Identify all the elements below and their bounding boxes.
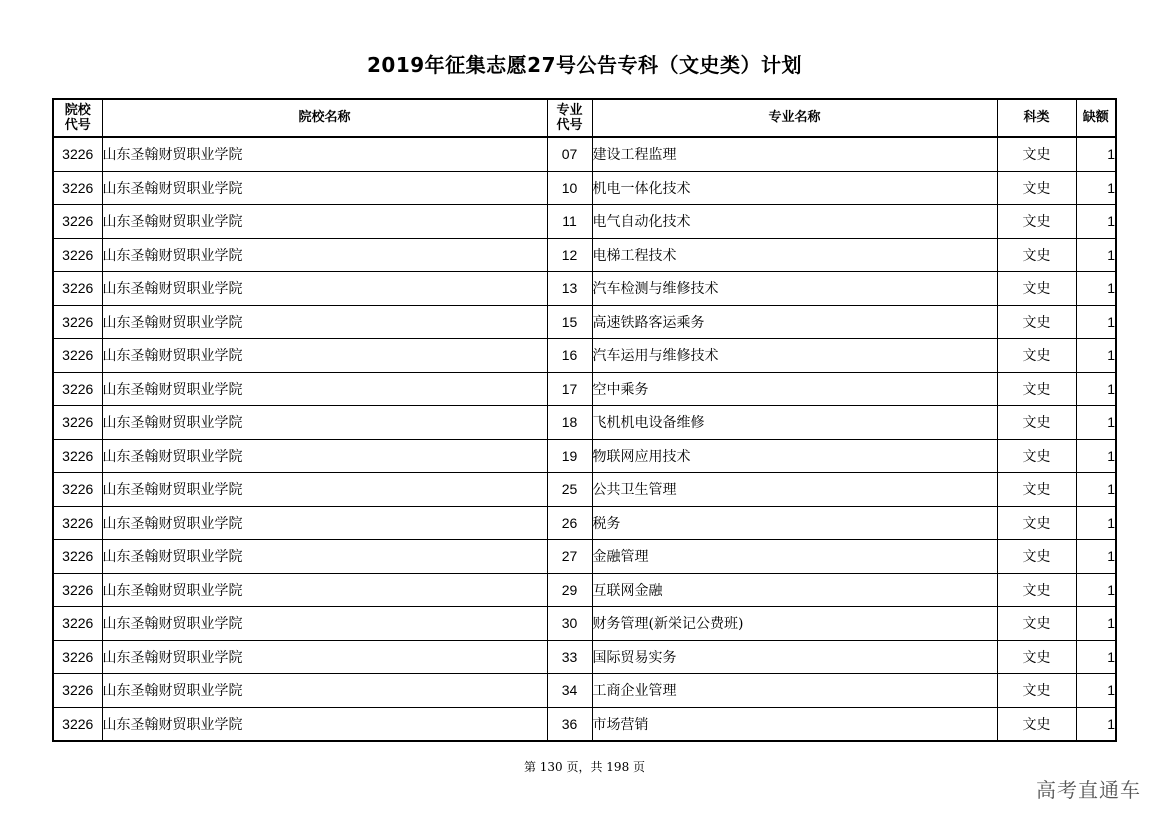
cell-major-name: 国际贸易实务 — [592, 640, 997, 674]
cell-school-code: 3226 — [53, 607, 102, 641]
cell-major-code: 25 — [547, 473, 592, 507]
cell-major-name: 电梯工程技术 — [592, 238, 997, 272]
cell-major-code: 36 — [547, 707, 592, 741]
table-header-row — [53, 99, 1116, 137]
cell-category: 文史 — [997, 607, 1076, 641]
cell-school-code: 3226 — [53, 171, 102, 205]
cell-major-name: 机电一体化技术 — [592, 171, 997, 205]
cell-vacancy: 1 — [1076, 640, 1116, 674]
cell-category: 文史 — [997, 137, 1076, 171]
cell-vacancy: 1 — [1076, 406, 1116, 440]
cell-major-name: 高速铁路客运乘务 — [592, 305, 997, 339]
enrollment-plan-table — [52, 98, 1117, 742]
cell-vacancy: 1 — [1076, 205, 1116, 239]
cell-major-code: 16 — [547, 339, 592, 373]
cell-school-name: 山东圣翰财贸职业学院 — [102, 238, 547, 272]
table-row — [53, 305, 1116, 339]
table-row — [53, 707, 1116, 741]
cell-vacancy: 1 — [1076, 238, 1116, 272]
cell-major-name: 税务 — [592, 506, 997, 540]
cell-school-code: 3226 — [53, 238, 102, 272]
cell-school-name: 山东圣翰财贸职业学院 — [102, 540, 547, 574]
page-title: 2019年征集志愿27号公告专科（文史类）计划 — [367, 53, 802, 77]
cell-school-name: 山东圣翰财贸职业学院 — [102, 339, 547, 373]
cell-school-name: 山东圣翰财贸职业学院 — [102, 171, 547, 205]
table-row — [53, 439, 1116, 473]
cell-vacancy: 1 — [1076, 473, 1116, 507]
table-row — [53, 272, 1116, 306]
table-row — [53, 506, 1116, 540]
cell-category: 文史 — [997, 171, 1076, 205]
cell-school-code: 3226 — [53, 540, 102, 574]
cell-major-name: 汽车检测与维修技术 — [592, 272, 997, 306]
cell-category: 文史 — [997, 406, 1076, 440]
cell-vacancy: 1 — [1076, 171, 1116, 205]
cell-category: 文史 — [997, 339, 1076, 373]
cell-major-name: 建设工程监理 — [592, 137, 997, 171]
cell-school-name: 山东圣翰财贸职业学院 — [102, 137, 547, 171]
table-row — [53, 540, 1116, 574]
cell-vacancy: 1 — [1076, 272, 1116, 306]
table-row — [53, 372, 1116, 406]
cell-school-code: 3226 — [53, 372, 102, 406]
cell-major-name: 公共卫生管理 — [592, 473, 997, 507]
cell-school-name: 山东圣翰财贸职业学院 — [102, 406, 547, 440]
header-school-code-line2: 代号 — [64, 118, 91, 133]
cell-category: 文史 — [997, 372, 1076, 406]
cell-vacancy: 1 — [1076, 372, 1116, 406]
cell-major-name: 市场营销 — [592, 707, 997, 741]
cell-school-code: 3226 — [53, 406, 102, 440]
cell-vacancy: 1 — [1076, 506, 1116, 540]
cell-major-code: 12 — [547, 238, 592, 272]
cell-vacancy: 1 — [1076, 305, 1116, 339]
cell-school-name: 山东圣翰财贸职业学院 — [102, 439, 547, 473]
cell-major-name: 汽车运用与维修技术 — [592, 339, 997, 373]
cell-major-name: 物联网应用技术 — [592, 439, 997, 473]
watermark-text: 高考直通车 — [1036, 778, 1141, 802]
cell-major-code: 17 — [547, 372, 592, 406]
table-row — [53, 573, 1116, 607]
cell-school-name: 山东圣翰财贸职业学院 — [102, 506, 547, 540]
cell-major-code: 15 — [547, 305, 592, 339]
cell-school-code: 3226 — [53, 573, 102, 607]
header-major-code — [547, 99, 592, 137]
header-major-code-line1: 专业 — [556, 103, 583, 118]
cell-major-code: 11 — [547, 205, 592, 239]
cell-category: 文史 — [997, 305, 1076, 339]
table-row — [53, 137, 1116, 171]
cell-vacancy: 1 — [1076, 607, 1116, 641]
table-row — [53, 205, 1116, 239]
cell-vacancy: 1 — [1076, 707, 1116, 741]
cell-vacancy: 1 — [1076, 137, 1116, 171]
cell-school-name: 山东圣翰财贸职业学院 — [102, 473, 547, 507]
cell-school-code: 3226 — [53, 305, 102, 339]
cell-category: 文史 — [997, 238, 1076, 272]
cell-school-code: 3226 — [53, 506, 102, 540]
cell-school-name: 山东圣翰财贸职业学院 — [102, 272, 547, 306]
header-major-name: 专业名称 — [592, 99, 997, 137]
cell-category: 文史 — [997, 473, 1076, 507]
table-body — [53, 137, 1116, 741]
cell-major-code: 30 — [547, 607, 592, 641]
header-category: 科类 — [997, 99, 1076, 137]
cell-school-code: 3226 — [53, 439, 102, 473]
cell-school-code: 3226 — [53, 339, 102, 373]
cell-category: 文史 — [997, 707, 1076, 741]
table-row — [53, 640, 1116, 674]
cell-category: 文史 — [997, 506, 1076, 540]
cell-category: 文史 — [997, 640, 1076, 674]
cell-category: 文史 — [997, 272, 1076, 306]
cell-vacancy: 1 — [1076, 540, 1116, 574]
cell-school-name: 山东圣翰财贸职业学院 — [102, 674, 547, 708]
cell-school-code: 3226 — [53, 205, 102, 239]
cell-school-code: 3226 — [53, 707, 102, 741]
table-row — [53, 238, 1116, 272]
header-school-code — [53, 99, 102, 137]
table-row — [53, 406, 1116, 440]
cell-major-name: 互联网金融 — [592, 573, 997, 607]
cell-major-code: 27 — [547, 540, 592, 574]
cell-major-name: 飞机机电设备维修 — [592, 406, 997, 440]
header-school-code-line1: 院校 — [64, 103, 91, 118]
cell-school-name: 山东圣翰财贸职业学院 — [102, 707, 547, 741]
header-major-code-line2: 代号 — [556, 118, 583, 133]
cell-major-name: 财务管理(新栄记公费班) — [592, 607, 997, 641]
cell-school-code: 3226 — [53, 137, 102, 171]
cell-school-name: 山东圣翰财贸职业学院 — [102, 640, 547, 674]
cell-school-name: 山东圣翰财贸职业学院 — [102, 205, 547, 239]
cell-major-name: 空中乘务 — [592, 372, 997, 406]
cell-major-name: 金融管理 — [592, 540, 997, 574]
cell-major-code: 29 — [547, 573, 592, 607]
cell-major-code: 13 — [547, 272, 592, 306]
cell-major-code: 07 — [547, 137, 592, 171]
cell-school-code: 3226 — [53, 473, 102, 507]
cell-category: 文史 — [997, 439, 1076, 473]
cell-vacancy: 1 — [1076, 439, 1116, 473]
table-row — [53, 674, 1116, 708]
cell-vacancy: 1 — [1076, 339, 1116, 373]
cell-vacancy: 1 — [1076, 674, 1116, 708]
cell-category: 文史 — [997, 540, 1076, 574]
cell-major-code: 26 — [547, 506, 592, 540]
cell-school-code: 3226 — [53, 272, 102, 306]
header-vacancy: 缺额 — [1076, 99, 1116, 137]
cell-major-code: 18 — [547, 406, 592, 440]
cell-category: 文史 — [997, 205, 1076, 239]
cell-major-code: 19 — [547, 439, 592, 473]
page-footer: 第 130 页，共 198 页 — [523, 760, 646, 774]
table-row — [53, 473, 1116, 507]
cell-major-code: 34 — [547, 674, 592, 708]
table-row — [53, 171, 1116, 205]
cell-major-code: 10 — [547, 171, 592, 205]
cell-major-name: 电气自动化技术 — [592, 205, 997, 239]
cell-vacancy: 1 — [1076, 573, 1116, 607]
cell-school-code: 3226 — [53, 640, 102, 674]
table-row — [53, 607, 1116, 641]
cell-category: 文史 — [997, 573, 1076, 607]
cell-major-code: 33 — [547, 640, 592, 674]
cell-school-name: 山东圣翰财贸职业学院 — [102, 305, 547, 339]
cell-major-name: 工商企业管理 — [592, 674, 997, 708]
cell-school-name: 山东圣翰财贸职业学院 — [102, 607, 547, 641]
header-school-name: 院校名称 — [102, 99, 547, 137]
cell-school-name: 山东圣翰财贸职业学院 — [102, 372, 547, 406]
cell-category: 文史 — [997, 674, 1076, 708]
table-row — [53, 339, 1116, 373]
cell-school-name: 山东圣翰财贸职业学院 — [102, 573, 547, 607]
cell-school-code: 3226 — [53, 674, 102, 708]
